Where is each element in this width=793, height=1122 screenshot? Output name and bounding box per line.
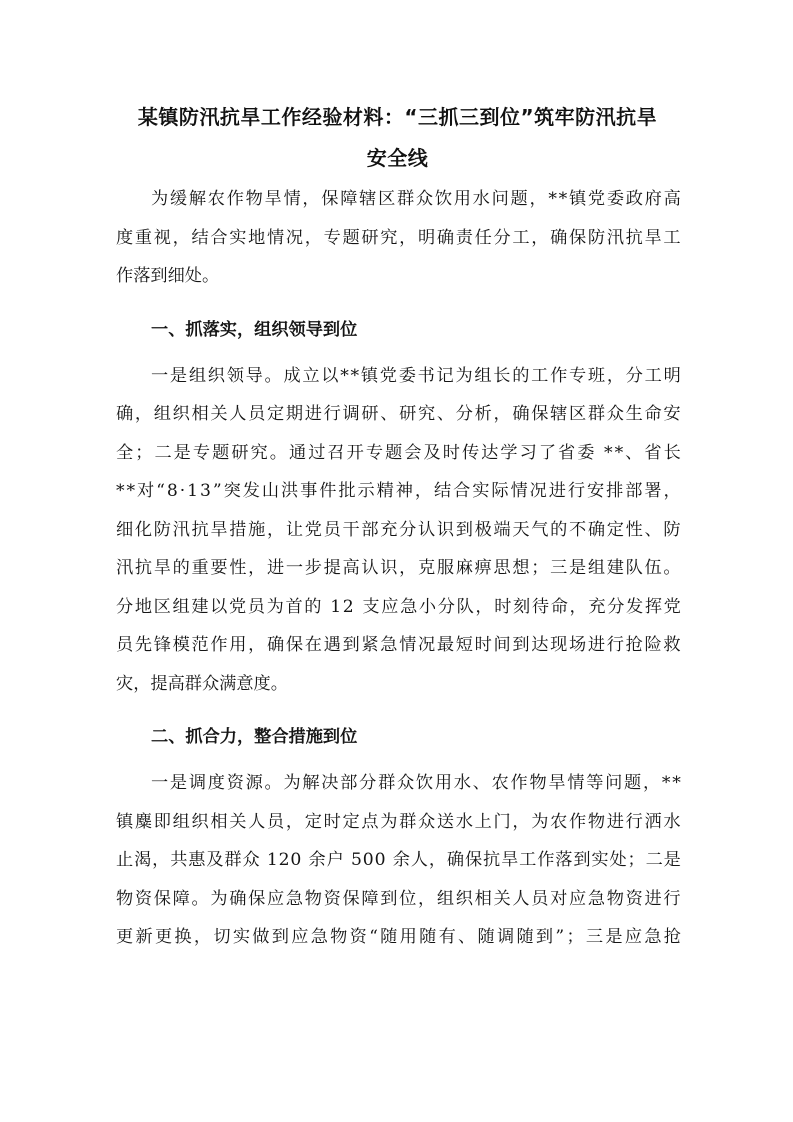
document-body <box>116 180 681 957</box>
paragraph-line: 全 ； 二 是 专 题 研 究 。 通 过 召 开 专 题 会 及 时 传 达 学 习 了 省 委 * * 、 省 长 <box>116 442 681 463</box>
document-title-line-1: 某镇防汛抗旱工作经验材料：“三抓三到位”筑牢防汛抗旱 <box>137 105 658 129</box>
paragraph-line: 为 缓 解 农 作 物 旱 情 ， 保 障 辖 区 群 众 饮 用 水 问 题 ， * * 镇 党 委 政 府 高 <box>151 189 681 209</box>
document-title-line-2: 安全线 <box>366 146 429 170</box>
paragraph-line: 物 资 保 障 。 为 确 保 应 急 物 资 保 障 到 位 ， 组 织 相 关 人 员 对 应 急 物 资 进 行 <box>116 888 681 909</box>
paragraph-line: 止 渴 ， 共 惠 及 群 众 1 2 0 余 户 5 0 0 余 人 ， 确 保 抗 旱 工 作 落 到 实 处 ； 二 是 <box>116 850 681 870</box>
paragraph-line: 一 是 组 织 领 导 。 成 立 以 * * 镇 党 委 书 记 为 组 长 的 工 作 专 班 ， 分 工 明 <box>151 365 681 386</box>
paragraph-line: 员 先 锋 模 范 作 用 ， 确 保 在 遇 到 紧 急 情 况 最 短 时 间 到 达 现 场 进 行 抢 险 救 <box>116 635 681 655</box>
paragraph-line: * * 对 “ 8 · 1 3 ” 突 发 山 洪 事 件 批 示 精 神 ， 结 合 实 际 情 况 进 行 安 排 部 署 ， <box>116 481 681 501</box>
paragraph-line: 灾，提高群众满意度。 <box>116 673 288 694</box>
paragraph-line: 作落到细处。 <box>116 266 220 286</box>
section-heading-2: 二、抓合力，整合措施到位 <box>151 727 358 747</box>
paragraph-line: 汛 抗 旱 的 重 要 性 ， 进 一 步 提 高 认 识 ， 克 服 麻 痹 思 想 ； 三 是 组 建 队 伍 。 <box>116 558 681 578</box>
paragraph-line: 确 ， 组 织 相 关 人 员 定 期 进 行 调 研 、 研 究 、 分 析 ， 确 保 辖 区 群 众 生 命 安 <box>116 404 681 424</box>
paragraph-line: 更 新 更 换 ， 切 实 做 到 应 急 物 资 “ 随 用 随 有 、 随 调 随 到 ” ； 三 是 应 急 抢 <box>116 927 681 947</box>
paragraph-line: 度 重 视 ， 结 合 实 地 情 况 ， 专 题 研 究 ， 明 确 责 任 分 工 ， 确 保 防 汛 抗 旱 工 <box>116 227 681 248</box>
section-heading-1: 一、抓落实，组织领导到位 <box>151 319 358 340</box>
paragraph-line: 镇 麋 即 组 织 相 关 人 员 ， 定 时 定 点 为 群 众 送 水 上 门 ， 为 农 作 物 进 行 洒 水 <box>116 811 681 832</box>
paragraph-line: 一 是 调 度 资 源 。 为 解 决 部 分 群 众 饮 用 水 、 农 作 物 旱 情 等 问 题 ， * * <box>151 773 681 793</box>
paragraph-line: 细 化 防 汛 抗 旱 措 施 ， 让 党 员 干 部 充 分 认 识 到 极 端 天 气 的 不 确 定 性 、 防 <box>116 519 681 540</box>
paragraph-line: 分 地 区 组 建 以 党 员 为 首 的 1 2 支 应 急 小 分 队 ， 时 刻 待 命 ， 充 分 发 挥 党 <box>116 596 681 617</box>
